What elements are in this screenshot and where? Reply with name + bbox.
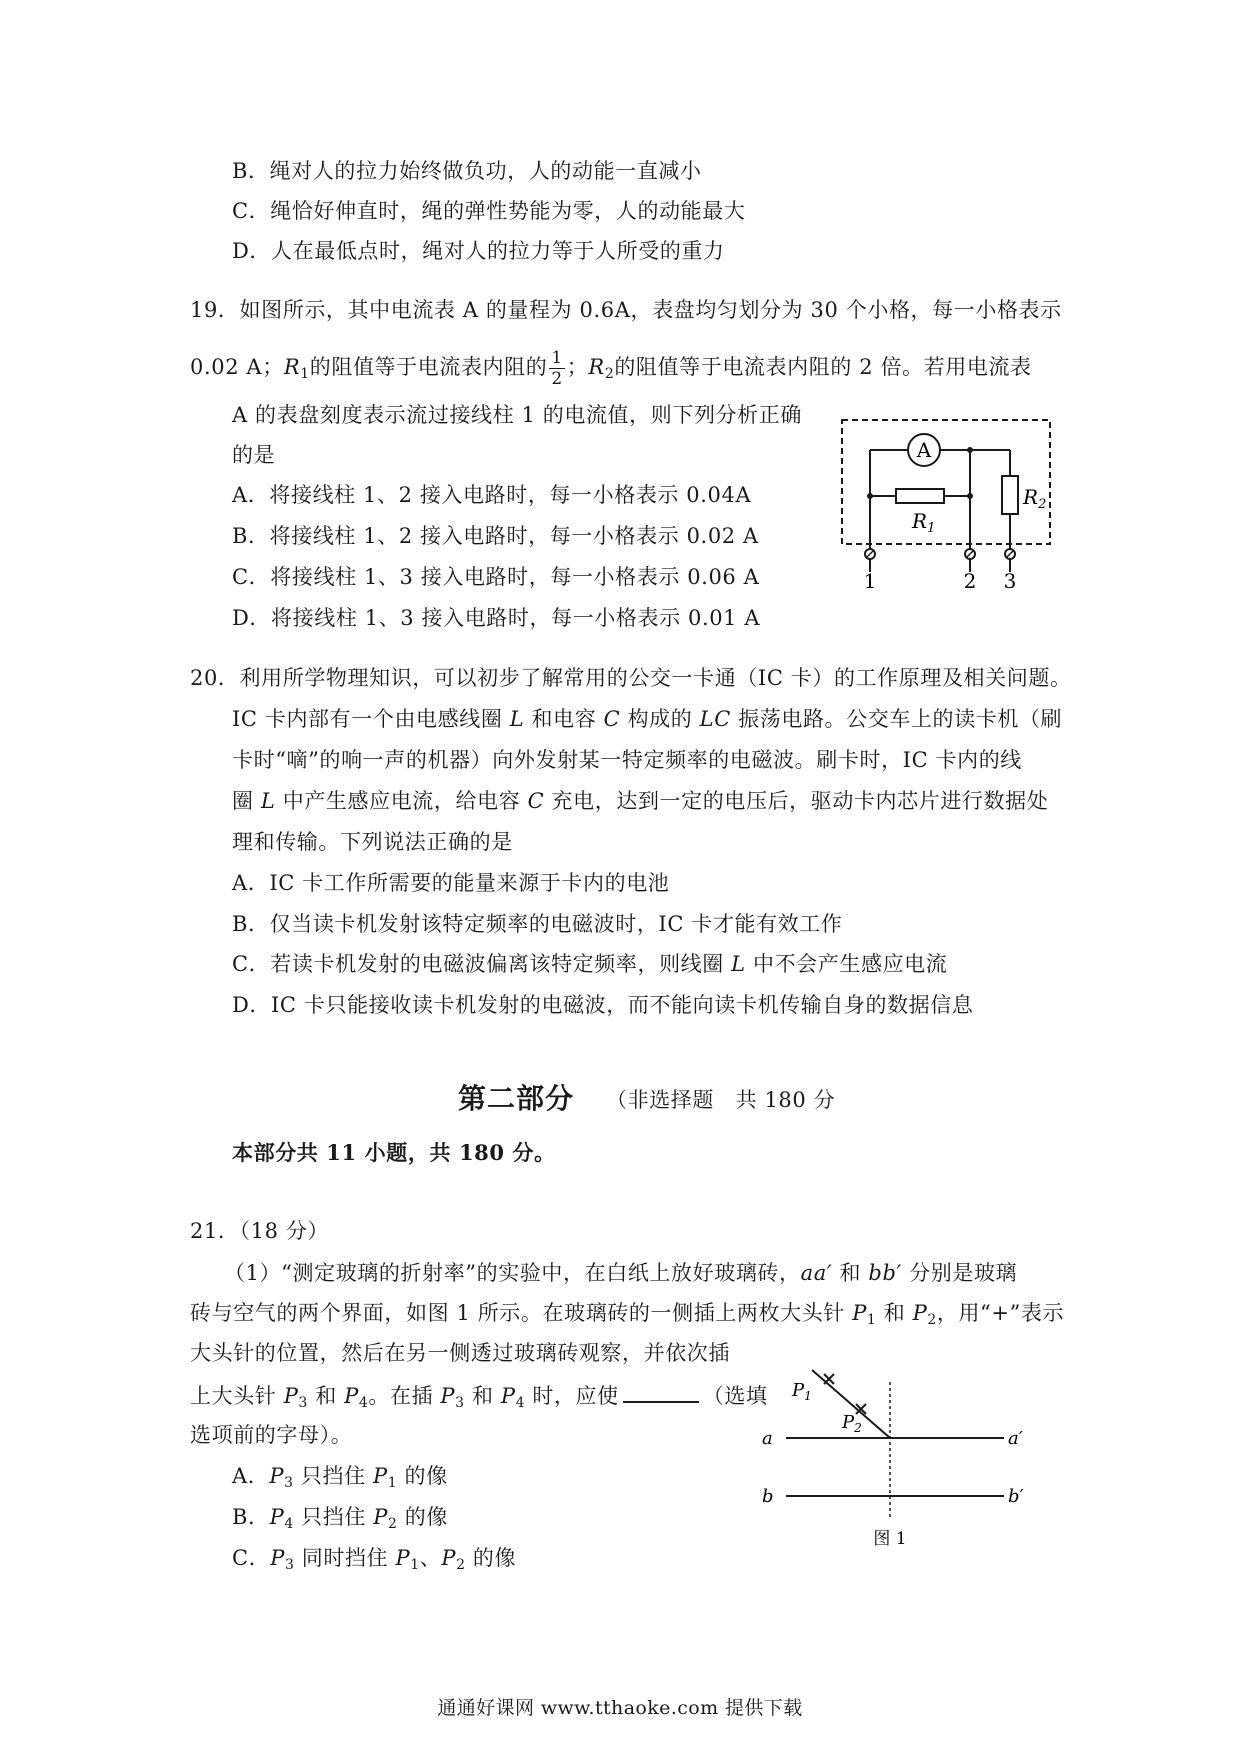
part2-note: 本部分共 11 小题，共 180 分。 bbox=[232, 1140, 556, 1165]
r1-symbol: R bbox=[283, 355, 301, 379]
q21-option-b: B．$P_4$ 只挡住 $P_2$ 的像 bbox=[232, 1505, 448, 1532]
r2-label: $R_2$ bbox=[1023, 485, 1047, 512]
p2-label: $P_2$ bbox=[842, 1412, 862, 1435]
q21-line2: 砖与空气的两个界面，如图 1 所示。在玻璃砖的一侧插上两枚大头针 $P_1$ 和 $P_2$，用“+”表示 bbox=[190, 1301, 1065, 1328]
resistor-r2 bbox=[1002, 476, 1018, 514]
p1-label: $P_1$ bbox=[792, 1380, 812, 1403]
r2-symbol: R bbox=[588, 355, 605, 379]
label-b-prime: b′ bbox=[1008, 1486, 1024, 1507]
q19-option-d: D．将接线柱 1、3 接入电路时，每一小格表示 0.01 A bbox=[232, 606, 761, 630]
q20-option-c: C．若读卡机发射的电磁波偏离该特定频率，则线圈 L 中不会产生感应电流 bbox=[232, 952, 948, 976]
q18-option-b: B．绳对人的拉力始终做负功，人的动能一直减小 bbox=[232, 159, 702, 183]
q18-option-d: D．人在最低点时，绳对人的拉力等于人所受的重力 bbox=[232, 239, 725, 263]
part2-title: 第二部分 bbox=[458, 1082, 575, 1115]
label-a-prime: a′ bbox=[1008, 1428, 1023, 1449]
terminal-1 bbox=[864, 549, 877, 593]
figure-caption: 图 1 bbox=[873, 1529, 907, 1549]
q19-stem-line4: 的是 bbox=[232, 443, 276, 467]
page-footer: 通通好课网 www.tthaoke.com 提供下载 bbox=[437, 1697, 803, 1719]
q18-option-c: C．绳恰好伸直时，绳的弹性势能为零，人的动能最大 bbox=[232, 199, 746, 223]
q19-option-b: B．将接线柱 1、2 接入电路时，每一小格表示 0.02 A bbox=[232, 524, 759, 548]
q19-stem-line3: A 的表盘刻度表示流过接线柱 1 的电流值，则下列分析正确 bbox=[232, 403, 802, 427]
junction-dot bbox=[967, 447, 973, 453]
part2-subtitle: （非选择题 共 180 分 bbox=[606, 1088, 836, 1112]
q20-stem-line5: 理和传输。下列说法正确的是 bbox=[232, 830, 513, 854]
q20-stem-line1: 20．利用所学物理知识，可以初步了解常用的公交一卡通（IC 卡）的工作原理及相关问题。 bbox=[190, 666, 1072, 690]
q20-stem-line4: 圈 L 中产生感应电流，给电容 C 充电，达到一定的电压后，驱动卡内芯片进行数据处 bbox=[232, 789, 1049, 813]
answer-blank bbox=[623, 1381, 699, 1403]
ammeter bbox=[908, 434, 940, 466]
label-a: a bbox=[762, 1428, 773, 1449]
resistor-r1 bbox=[896, 489, 944, 503]
q19-stem-line2: 0.02 A；$R_1$的阻值等于电流表内阻的 $\frac{1}{2}$ ；$R_2$的阻值等于电流表内阻的 2 倍。若用电流表 bbox=[190, 348, 1032, 389]
q19-option-c: C．将接线柱 1、3 接入电路时，每一小格表示 0.06 A bbox=[232, 565, 760, 589]
q21-option-c: C．$P_3$ 同时挡住 $P_1$、$P_2$ 的像 bbox=[232, 1546, 517, 1573]
junction-dot bbox=[867, 493, 873, 499]
q21-line3: 大头针的位置，然后在另一侧透过玻璃砖观察，并依次插 bbox=[190, 1341, 730, 1365]
circuit-diagram bbox=[830, 410, 1060, 596]
q21-line5: 选项前的字母）。 bbox=[190, 1423, 353, 1447]
svg-text:2: 2 bbox=[963, 569, 977, 593]
q21-line1: （1）“测定玻璃的折射率”的实验中，在白纸上放好玻璃砖，aa′ 和 bb′ 分别是玻璃 bbox=[224, 1261, 1018, 1285]
label-b: b bbox=[762, 1486, 774, 1507]
q20-option-b: B．仅当读卡机发射该特定频率的电磁波时，IC 卡才能有效工作 bbox=[232, 912, 843, 936]
r1-label: $R_1$ bbox=[912, 509, 936, 536]
q21-header: 21．（18 分） bbox=[190, 1219, 330, 1243]
terminal-2 bbox=[964, 549, 977, 593]
q20-stem-line2: IC 卡内部有一个由电感线圈 L 和电容 C 构成的 LC 振荡电路。公交车上的读卡机（刷 bbox=[232, 707, 1063, 731]
refraction-figure bbox=[750, 1360, 1040, 1550]
q21-option-a: A．$P_3$ 只挡住 $P_1$ 的像 bbox=[232, 1464, 448, 1491]
q20-stem-line3: 卡时“嘀”的响一声的机器）向外发射某一特定频率的电磁波。刷卡时，IC 卡内的线 bbox=[232, 748, 1022, 772]
junction-dot bbox=[967, 493, 973, 499]
q20-option-a: A．IC 卡工作所需要的能量来源于卡内的电池 bbox=[232, 871, 670, 895]
svg-text:3: 3 bbox=[1003, 569, 1017, 593]
fraction-one-half: $\frac{1}{2}$ bbox=[551, 348, 563, 389]
svg-text:1: 1 bbox=[863, 569, 877, 593]
ammeter-label: A bbox=[916, 438, 932, 462]
q20-option-d: D．IC 卡只能接收读卡机发射的电磁波，而不能向读卡机传输自身的数据信息 bbox=[232, 993, 974, 1017]
terminal-3 bbox=[1004, 549, 1017, 593]
q19-stem-line1: 19．如图所示，其中电流表 A 的量程为 0.6A，表盘均匀划分为 30 个小格，每一小格表示 bbox=[190, 298, 1062, 322]
q21-line4: 上大头针 $P_3$ 和 $P_4$。在插 $P_3$ 和 $P_4$ 时，应使 （选填 bbox=[190, 1381, 768, 1409]
q19-option-a: A．将接线柱 1、2 接入电路时，每一小格表示 0.04A bbox=[232, 483, 752, 507]
pin-p1-marker bbox=[824, 1374, 834, 1384]
